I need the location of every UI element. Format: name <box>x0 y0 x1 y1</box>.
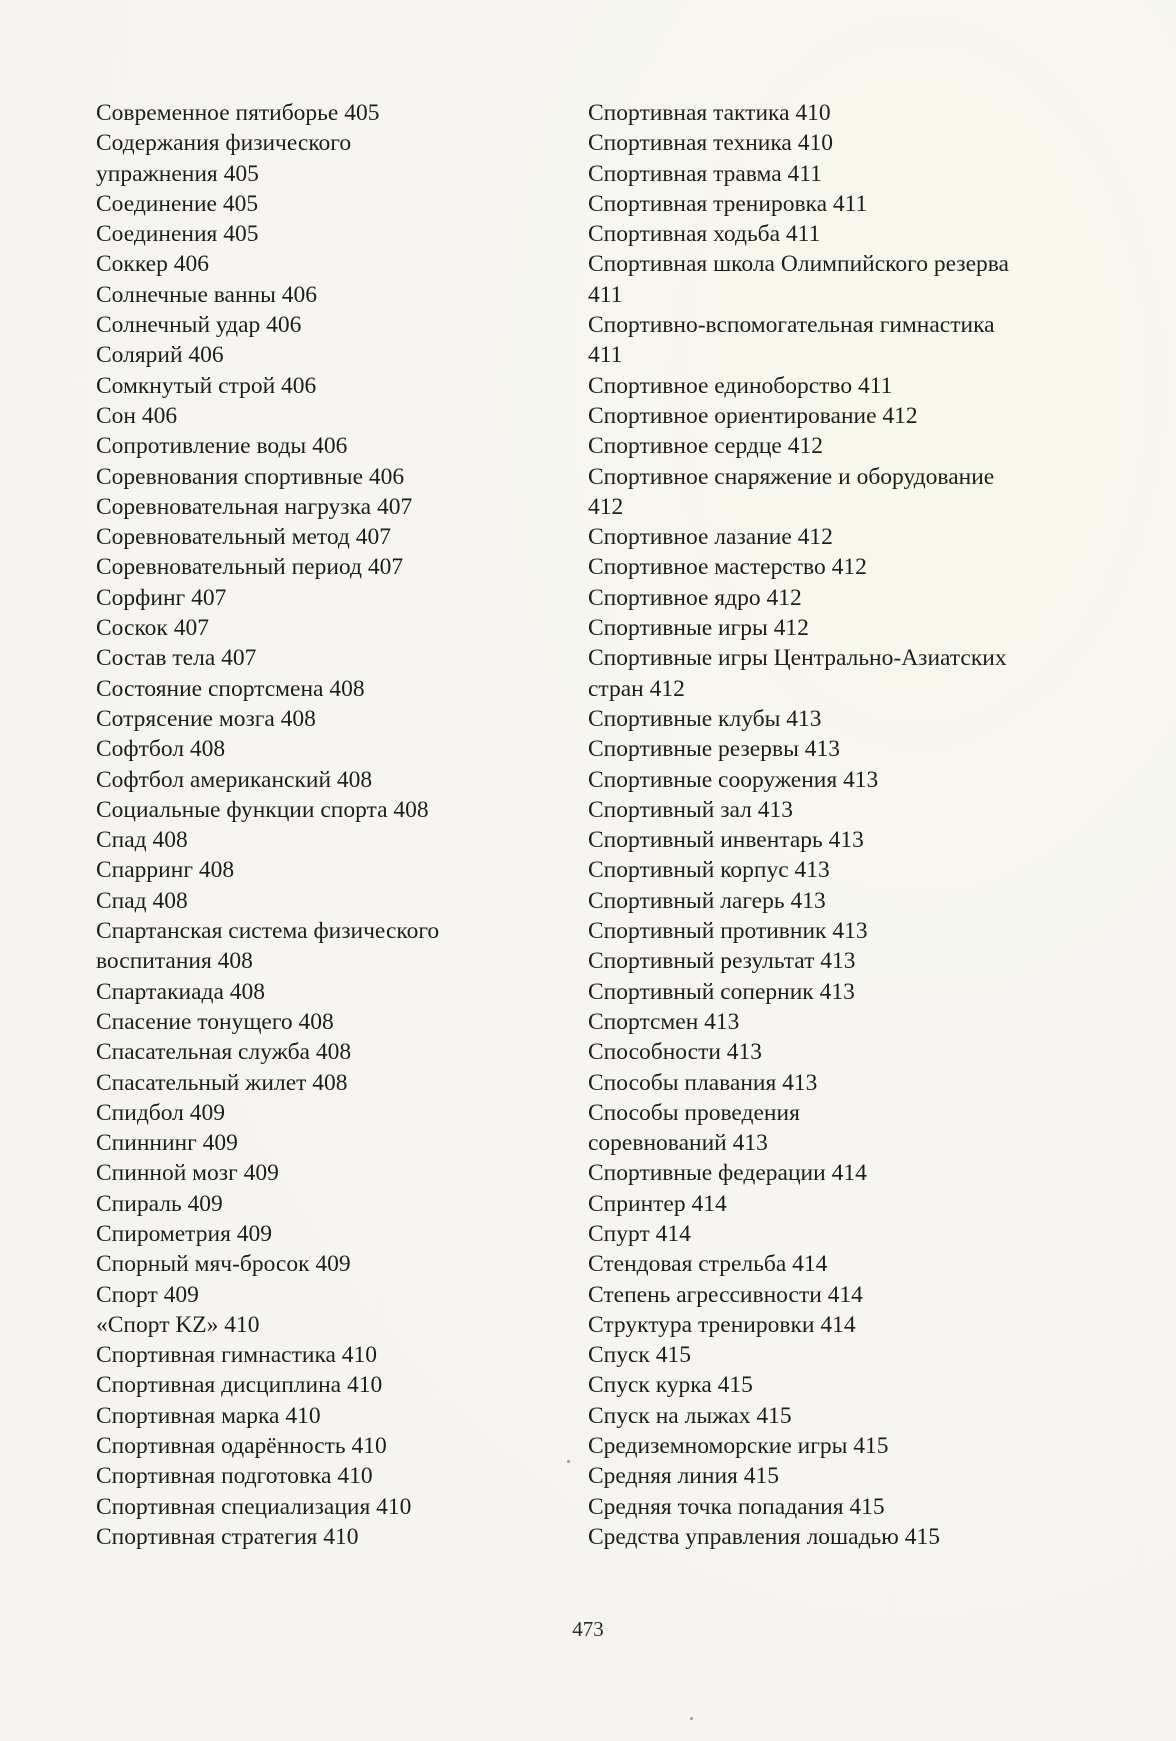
index-entry: Спуск 415 <box>588 1342 691 1369</box>
index-entry: Спортивная дисциплина 410 <box>96 1372 383 1399</box>
index-entry: Спортивный соперник 413 <box>588 978 855 1005</box>
index-entry: Спуск курка 415 <box>588 1372 753 1399</box>
index-entry: Спортивное лазание 412 <box>588 524 833 551</box>
index-entry: «Спорт KZ» 410 <box>96 1311 260 1338</box>
print-speck <box>690 1717 693 1720</box>
index-entry: Спад 408 <box>96 827 188 854</box>
index-entry: Софтбол американский 408 <box>96 766 373 793</box>
index-entry: Способности 413 <box>588 1039 763 1066</box>
index-entry: Сон 406 <box>96 402 178 429</box>
index-entry: Спортивное ядро 412 <box>588 584 802 611</box>
index-entry: Средства управления лошадью 415 <box>588 1523 940 1550</box>
index-entry: Состав тела 407 <box>96 645 257 672</box>
index-entry: Способы проведения <box>588 1099 800 1126</box>
index-entry: Сопротивление воды 406 <box>96 433 348 460</box>
index-entry: Спортивный зал 413 <box>588 796 793 823</box>
index-entry: Спортивно-вспомогательная гимнастика <box>588 312 995 339</box>
index-entry: Спортивные сооружения 413 <box>588 766 879 793</box>
index-entry: 411 <box>588 281 623 308</box>
index-entry: Спираль 409 <box>96 1190 223 1217</box>
index-entry: Спорт 409 <box>96 1281 199 1308</box>
index-entry: Соревновательный период 407 <box>96 554 404 581</box>
index-entry: Спуск на лыжах 415 <box>588 1402 792 1429</box>
index-entry: Спинной мозг 409 <box>96 1160 279 1187</box>
index-entry: соревнований 413 <box>588 1130 768 1157</box>
index-entry: Средняя линия 415 <box>588 1463 779 1490</box>
index-entry: Спурт 414 <box>588 1220 691 1247</box>
index-entry: Спортивная школа Олимпийского резерва <box>588 251 1009 278</box>
index-entry: Соскок 407 <box>96 615 209 642</box>
index-entry: Солнечный удар 406 <box>96 312 302 339</box>
index-column-left <box>96 98 566 1552</box>
index-entry: Соревновательная нагрузка 407 <box>96 493 413 520</box>
index-entry: 411 <box>588 342 623 369</box>
print-speck <box>567 1460 570 1463</box>
index-entry: воспитания 408 <box>96 948 253 975</box>
index-column-right <box>588 98 1058 1552</box>
index-entry: Спасательный жилет 408 <box>96 1069 348 1096</box>
index-entry: Социальные функции спорта 408 <box>96 796 429 823</box>
index-entry: 412 <box>588 493 624 520</box>
index-entry: Солярий 406 <box>96 342 224 369</box>
index-entry: Спортсмен 413 <box>588 1008 740 1035</box>
index-entry: Содержания физического <box>96 130 352 157</box>
index-entry: Соккер 406 <box>96 251 209 278</box>
index-entry: Спортивные клубы 413 <box>588 705 822 732</box>
index-entry: Спортивные игры Центрально-Азиатских <box>588 645 1007 672</box>
index-entry: Спортивный инвентарь 413 <box>588 827 864 854</box>
index-entry: Средиземноморские игры 415 <box>588 1433 889 1460</box>
index-entry: Спортивные федерации 414 <box>588 1160 867 1187</box>
index-entry: Соединение 405 <box>96 190 259 217</box>
index-entry: Сомкнутый строй 406 <box>96 372 317 399</box>
index-entry: Спирометрия 409 <box>96 1220 272 1247</box>
index-entry: Спортивная тренировка 411 <box>588 190 868 217</box>
index-entry: Софтбол 408 <box>96 736 226 763</box>
index-entry: Спортивная гимнастика 410 <box>96 1342 378 1369</box>
index-entry: стран 412 <box>588 675 685 702</box>
index-entry: Спортивное мастерство 412 <box>588 554 867 581</box>
index-entry: Структура тренировки 414 <box>588 1311 856 1338</box>
index-entry: Спортивный противник 413 <box>588 918 868 945</box>
index-entry: Спортивная марка 410 <box>96 1402 321 1429</box>
index-entry: Спортивная травма 411 <box>588 160 822 187</box>
index-entry: Спасательная служба 408 <box>96 1039 352 1066</box>
index-entry: Соревнования спортивные 406 <box>96 463 405 490</box>
index-entry: Степень агрессивности 414 <box>588 1281 863 1308</box>
index-entry: Стендовая стрельба 414 <box>588 1251 828 1278</box>
index-entry: Соединения 405 <box>96 221 259 248</box>
index-entry: Солнечные ванны 406 <box>96 281 318 308</box>
index-entry: Спортивная ходьба 411 <box>588 221 821 248</box>
index-entry: Спартанская система физического <box>96 918 440 945</box>
index-entry: Спортивный лагерь 413 <box>588 887 826 914</box>
index-entry: Спортивная техника 410 <box>588 130 833 157</box>
index-entry: Спортивная одарённость 410 <box>96 1433 387 1460</box>
index-entry: Состояние спортсмена 408 <box>96 675 365 702</box>
index-entry: Спортивная специализация 410 <box>96 1493 412 1520</box>
index-entry: Спортивная тактика 410 <box>588 100 831 126</box>
index-entry: Спортивный корпус 413 <box>588 857 830 884</box>
index-entry: Современное пятиборье 405 <box>96 100 380 126</box>
index-entry: Сотрясение мозга 408 <box>96 705 316 732</box>
index-entry: Средняя точка попадания 415 <box>588 1493 885 1520</box>
index-entry: Спорный мяч-бросок 409 <box>96 1251 351 1278</box>
index-entry: Соревновательный метод 407 <box>96 524 392 551</box>
index-entry: Способы плавания 413 <box>588 1069 818 1096</box>
index-entry: Спортивное ориентирование 412 <box>588 402 918 429</box>
index-entry: Спидбол 409 <box>96 1099 226 1126</box>
index-entry: Спарринг 408 <box>96 857 235 884</box>
index-entry: Спиннинг 409 <box>96 1130 238 1157</box>
index-entry: Спортивные резервы 413 <box>588 736 840 763</box>
index-entry: Спад 408 <box>96 887 188 914</box>
index-entry: Спасение тонущего 408 <box>96 1008 334 1035</box>
index-entry: Спринтер 414 <box>588 1190 727 1217</box>
index-entry: Спортивный результат 413 <box>588 948 856 975</box>
index-entry: Спортивная стратегия 410 <box>96 1523 359 1550</box>
page-number: 473 <box>572 1617 604 1641</box>
index-entry: Спортивное снаряжение и оборудование <box>588 463 995 490</box>
index-entry: Спартакиада 408 <box>96 978 266 1005</box>
index-entry: Спортивное единоборство 411 <box>588 372 893 399</box>
index-entry: упражнения 405 <box>96 160 259 187</box>
index-entry: Спортивная подготовка 410 <box>96 1463 373 1490</box>
index-entry: Спортивные игры 412 <box>588 615 809 642</box>
index-entry: Сорфинг 407 <box>96 584 227 611</box>
index-entry: Спортивное сердце 412 <box>588 433 823 460</box>
